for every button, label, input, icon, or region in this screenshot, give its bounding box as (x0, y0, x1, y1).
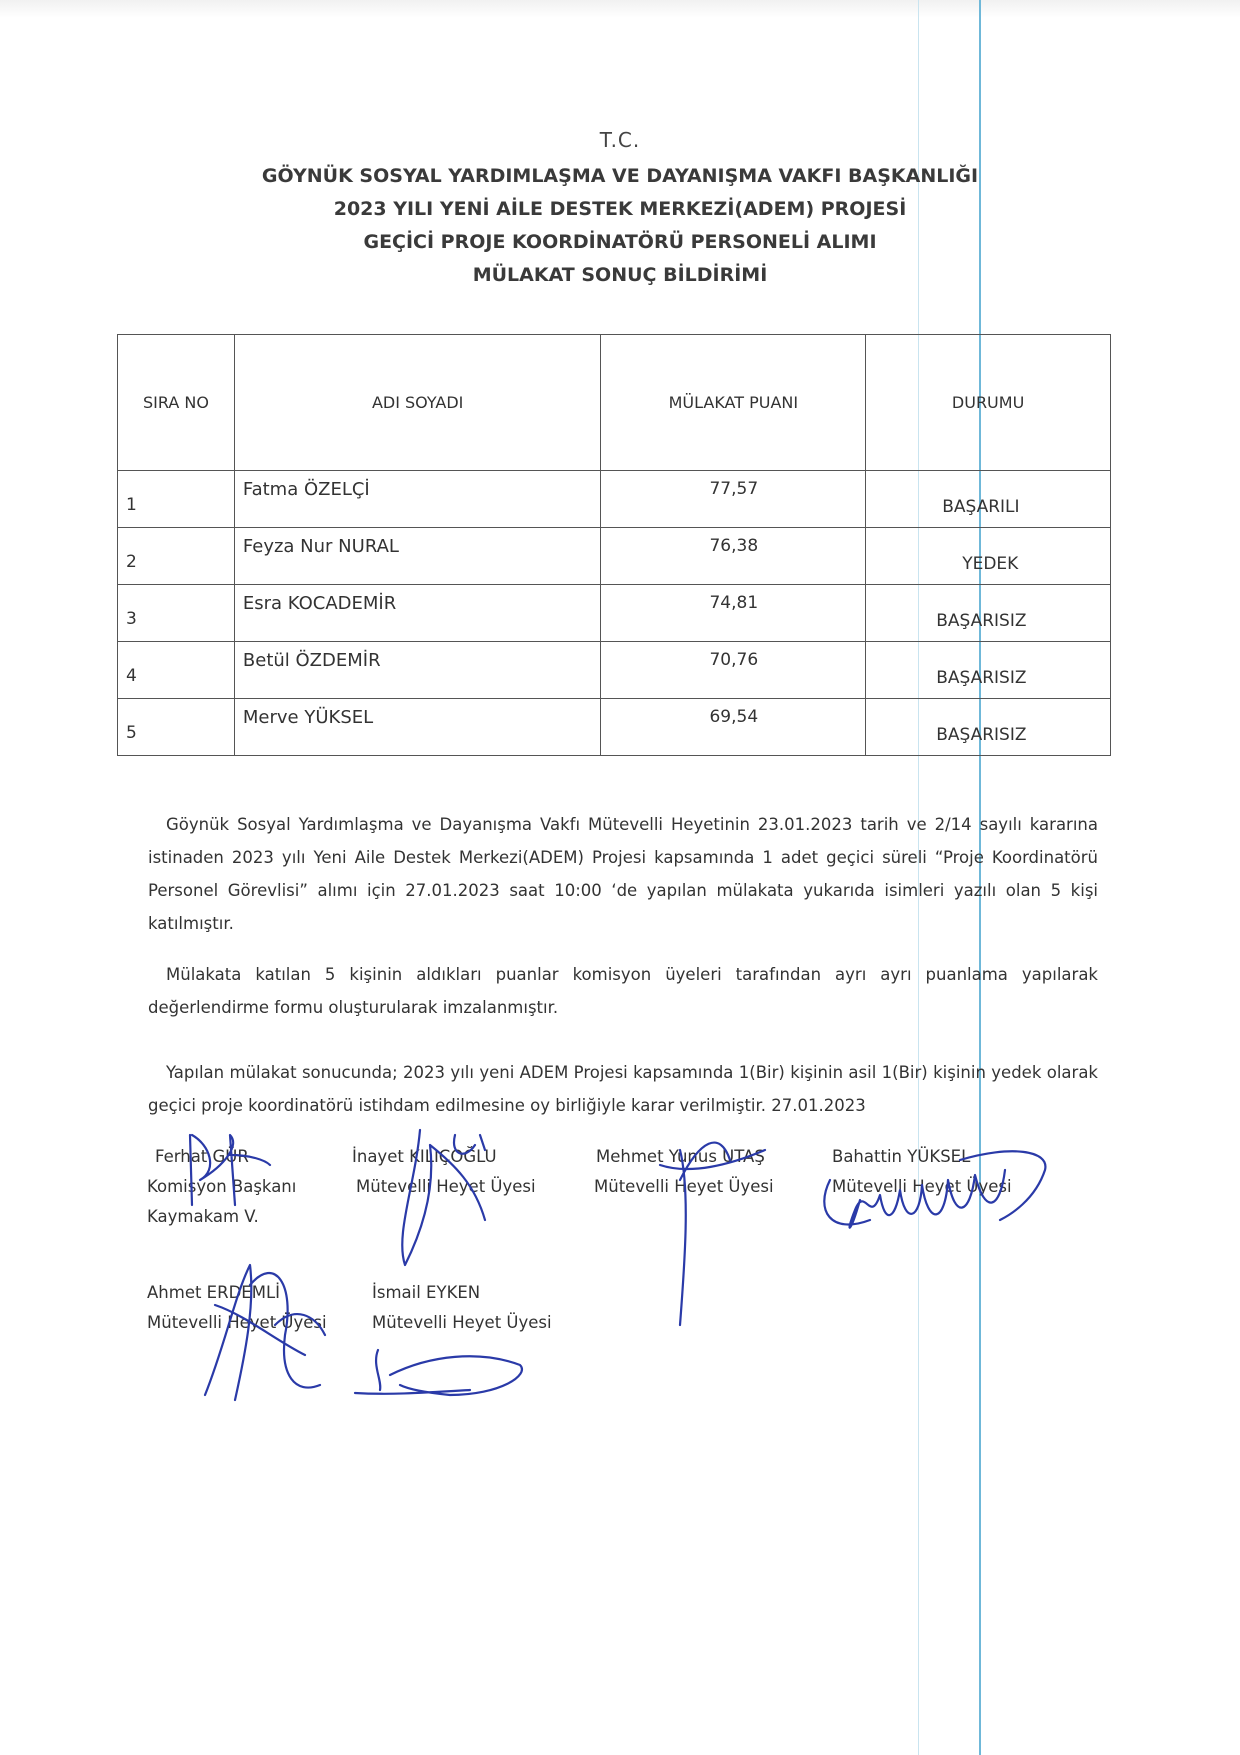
header-institution: GÖYNÜK SOSYAL YARDIMLAŞMA VE DAYANIŞMA VAKFI BAŞKANLIĞI (261, 165, 979, 187)
signatory-block (147, 1278, 327, 1338)
signatory-extra: Kaymakam V. (147, 1207, 259, 1226)
column-header-name: ADI SOYADI (234, 335, 601, 471)
column-header-score: MÜLAKAT PUANI (601, 335, 866, 471)
signatory-name: Mehmet Yunus UTAŞ (596, 1147, 765, 1166)
header-project: 2023 YILI YENİ AİLE DESTEK MERKEZİ(ADEM) PROJESİ (333, 198, 907, 220)
header-subject: MÜLAKAT SONUÇ BİLDİRİMİ (472, 264, 768, 286)
signatory-block (372, 1278, 552, 1338)
row-no: 4 (126, 666, 137, 686)
decision-paragraph-3 (148, 1056, 1098, 1122)
decision-paragraph-1 (148, 808, 1098, 940)
row-no: 2 (126, 552, 137, 572)
document-header (0, 128, 1240, 296)
row-status: BAŞARILI (942, 497, 1020, 517)
signatory-name: İsmail EYKEN (372, 1283, 481, 1302)
row-score: 77,57 (709, 479, 759, 499)
column-header-no: SIRA NO (118, 335, 235, 471)
signatory-name: Ferhat GÜR (155, 1147, 249, 1166)
table-row (118, 642, 1111, 699)
decision-paragraph-2 (148, 958, 1098, 1024)
paragraph-text: Göynük Sosyal Yardımlaşma ve Dayanışma Vakfı Mütevelli Heyetinin 23.01.2023 tarih ve 2/14 sayılı kararına istinaden 2023 yılı Yeni Aile Destek Merkezi(ADEM) Projesi kapsamında 1 adet geçici süreli “Proje Koordinatörü Personel Görevlisi” alımı için 27.01.2023 saat 10:00 ‘de yapılan mülakata yukarıda isimleri yazılı olan 5 kişi katılmıştır. (148, 815, 1098, 933)
row-status: BAŞARISIZ (936, 611, 1027, 631)
row-score: 76,38 (709, 536, 759, 556)
signatory-title: Mütevelli Heyet Üyesi (832, 1177, 1012, 1196)
header-position: GEÇİCİ PROJE KOORDİNATÖRÜ PERSONELİ ALIMI (363, 231, 877, 253)
table-row (118, 585, 1111, 642)
signatory-title: Mütevelli Heyet Üyesi (356, 1177, 536, 1196)
row-name: Esra KOCADEMİR (242, 593, 397, 614)
row-name: Feyza Nur NURAL (242, 536, 399, 557)
row-status: YEDEK (962, 554, 1019, 574)
signatory-block (596, 1142, 774, 1202)
handwritten-signature (350, 1345, 530, 1410)
row-score: 74,81 (709, 593, 759, 613)
header-tc: T.C. (599, 128, 641, 152)
table-row (118, 699, 1111, 756)
signatory-block (147, 1142, 297, 1232)
row-status: BAŞARISIZ (936, 725, 1027, 745)
paragraph-text: Mülakata katılan 5 kişinin aldıkları puanlar komisyon üyeleri tarafından ayrı ayrı puanlama yapılarak değerlendirme formu oluşturularak imzalanmıştır. (148, 965, 1098, 1017)
signatory-name: Bahattin YÜKSEL (832, 1147, 971, 1166)
row-no: 3 (126, 609, 137, 629)
signatory-title: Mütevelli Heyet Üyesi (594, 1177, 774, 1196)
table-row (118, 528, 1111, 585)
signatory-title: Mütevelli Heyet Üyesi (372, 1313, 552, 1332)
row-name: Fatma ÖZELÇİ (242, 479, 370, 500)
signatory-block (832, 1142, 1012, 1202)
table-header-row (118, 335, 1111, 471)
row-no: 5 (126, 723, 137, 743)
results-table (117, 334, 1111, 756)
row-name: Merve YÜKSEL (242, 707, 374, 728)
row-name: Betül ÖZDEMİR (242, 650, 381, 671)
table-row (118, 471, 1111, 528)
row-score: 69,54 (709, 707, 759, 727)
row-no: 1 (126, 495, 137, 515)
signatory-title: Mütevelli Heyet Üyesi (147, 1313, 327, 1332)
column-header-status: DURUMU (866, 335, 1111, 471)
signatory-block (352, 1142, 536, 1202)
row-score: 70,76 (709, 650, 759, 670)
signatory-title: Komisyon Başkanı (147, 1177, 297, 1196)
scan-edge (0, 0, 1240, 18)
signatory-name: İnayet KILIÇOĞLU (352, 1147, 497, 1166)
signatory-name: Ahmet ERDEMLİ (147, 1283, 280, 1302)
paragraph-text: Yapılan mülakat sonucunda; 2023 yılı yeni ADEM Projesi kapsamında 1(Bir) kişinin asil 1(Bir) kişinin yedek olarak geçici proje koordinatörü istihdam edilmesine oy birliğiyle karar verilmiştir. 27.01.2023 (148, 1063, 1098, 1115)
row-status: BAŞARISIZ (936, 668, 1027, 688)
